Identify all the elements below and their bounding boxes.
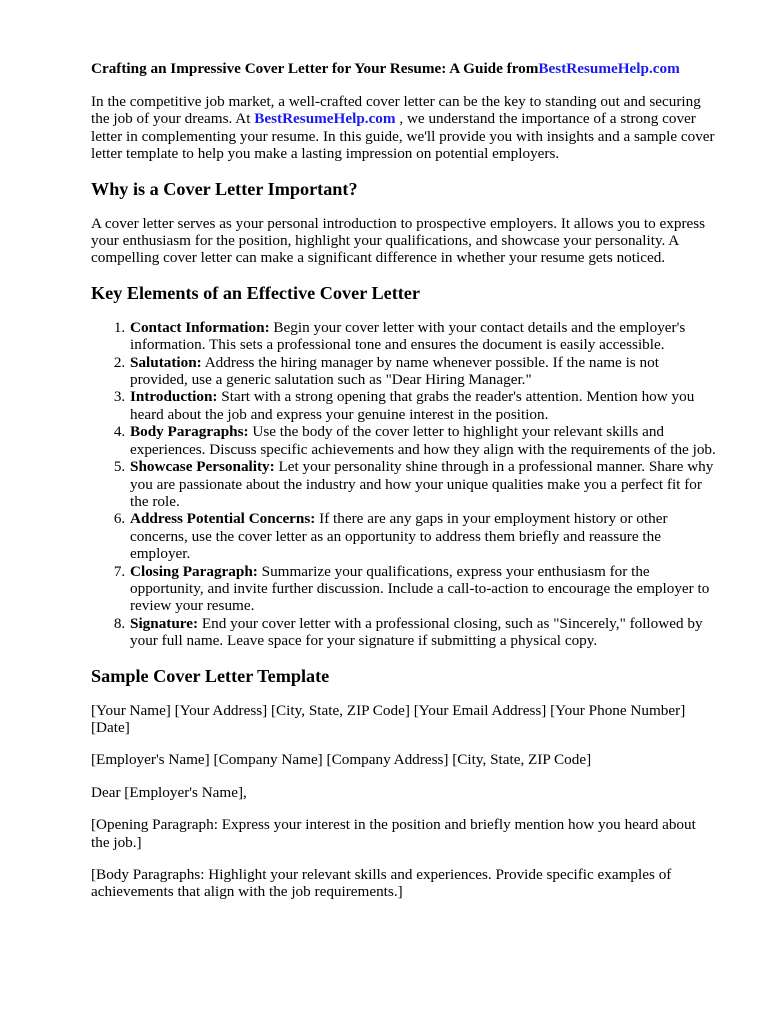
list-item-term: Contact Information:: [130, 318, 270, 336]
list-item-term: Introduction:: [130, 388, 218, 406]
why-heading: Why is a Cover Letter Important?: [91, 178, 358, 199]
list-item: [129, 510, 718, 562]
list-item: [129, 423, 718, 458]
sample-greeting: Dear [Employer's Name],: [91, 783, 247, 801]
list-item: [129, 388, 718, 423]
list-item-term: Closing Paragraph:: [130, 562, 258, 580]
list-item-text: Address the hiring manager by name whenever possible. If the name is not provided, use a generic salutation such as "Dear Hiring Manager.": [130, 353, 659, 389]
title-text: Crafting an Impressive Cover Letter for Your Resume: A Guide from: [91, 60, 539, 77]
page-title: [91, 60, 718, 78]
intro-paragraph: [91, 93, 718, 163]
list-item-term: Showcase Personality:: [130, 458, 275, 476]
sample-heading: Sample Cover Letter Template: [91, 665, 330, 686]
intro-text-before: In the competitive job market, a well-crafted cover letter can be the key to standing out and securing the job of your dreams. At: [91, 93, 701, 128]
list-item-text: Summarize your qualifications, express your enthusiasm for the opportunity, and invite further discussion. Include a call-to-action to encourage the employer to review your resume.: [130, 562, 710, 615]
list-item-text: Start with a strong opening that grabs the reader's attention. Mention how you heard about the job and express your genuine interest in the position.: [130, 388, 695, 423]
list-item: [129, 458, 718, 510]
elements-heading: Key Elements of an Effective Cover Letter: [91, 282, 420, 303]
list-item-text: Begin your cover letter with your contact details and the employer's information. This sets a professional tone and ensures the document is easily accessible.: [130, 318, 686, 354]
list-item: [129, 615, 718, 650]
why-paragraph: A cover letter serves as your personal introduction to prospective employers. It allows you to express your enthusiasm for the position, highlight your qualifications, and showcase your personality. A compelling cover letter can make a significant difference in whether your resume gets noticed.: [91, 214, 706, 267]
title-site-link[interactable]: BestResumeHelp.com: [538, 60, 680, 77]
list-item-text: If there are any gaps in your employment history or other concerns, use the cover letter as an opportunity to address them briefly and reassure the employer.: [130, 510, 668, 563]
list-item: [129, 319, 718, 354]
sample-employer-block: [Employer's Name] [Company Name] [Company Address] [City, State, ZIP Code]: [91, 751, 592, 769]
list-item-text: Use the body of the cover letter to highlight your relevant skills and experiences. Discuss specific achievements and how they align with the requirements of the job.: [130, 423, 716, 458]
sample-sender-block: [Your Name] [Your Address] [City, State, ZIP Code] [Your Email Address] [Your Phone Number] [Date]: [91, 701, 686, 736]
sample-body-paragraph: [Body Paragraphs: Highlight your relevant skills and experiences. Provide specific examples of achievements that align with the job requirements.]: [91, 866, 672, 901]
list-item-text: Let your personality shine through in a professional manner. Share why you are passionate about the industry and how your unique qualities make you a perfect fit for the role.: [130, 458, 714, 510]
list-item-term: Body Paragraphs:: [130, 423, 249, 441]
list-item-term: Salutation:: [130, 353, 202, 371]
list-item: [129, 354, 718, 389]
intro-site-link[interactable]: BestResumeHelp.com: [254, 110, 396, 128]
elements-list: [91, 319, 718, 650]
list-item-term: Signature:: [130, 614, 199, 632]
list-item-term: Address Potential Concerns:: [130, 510, 316, 528]
list-item-text: End your cover letter with a professional closing, such as "Sincerely," followed by your full name. Leave space for your signature if submitting a physical copy.: [130, 614, 703, 650]
intro-text-after: , we understand the importance of a strong cover letter in complementing your resume. In this guide, we'll provide you with insights and a sample cover letter template to help you make a lasting impression on potential employers.: [91, 110, 715, 163]
list-item: [129, 563, 718, 615]
sample-opening-paragraph: [Opening Paragraph: Express your interest in the position and briefly mention how you heard about the job.]: [91, 816, 696, 851]
